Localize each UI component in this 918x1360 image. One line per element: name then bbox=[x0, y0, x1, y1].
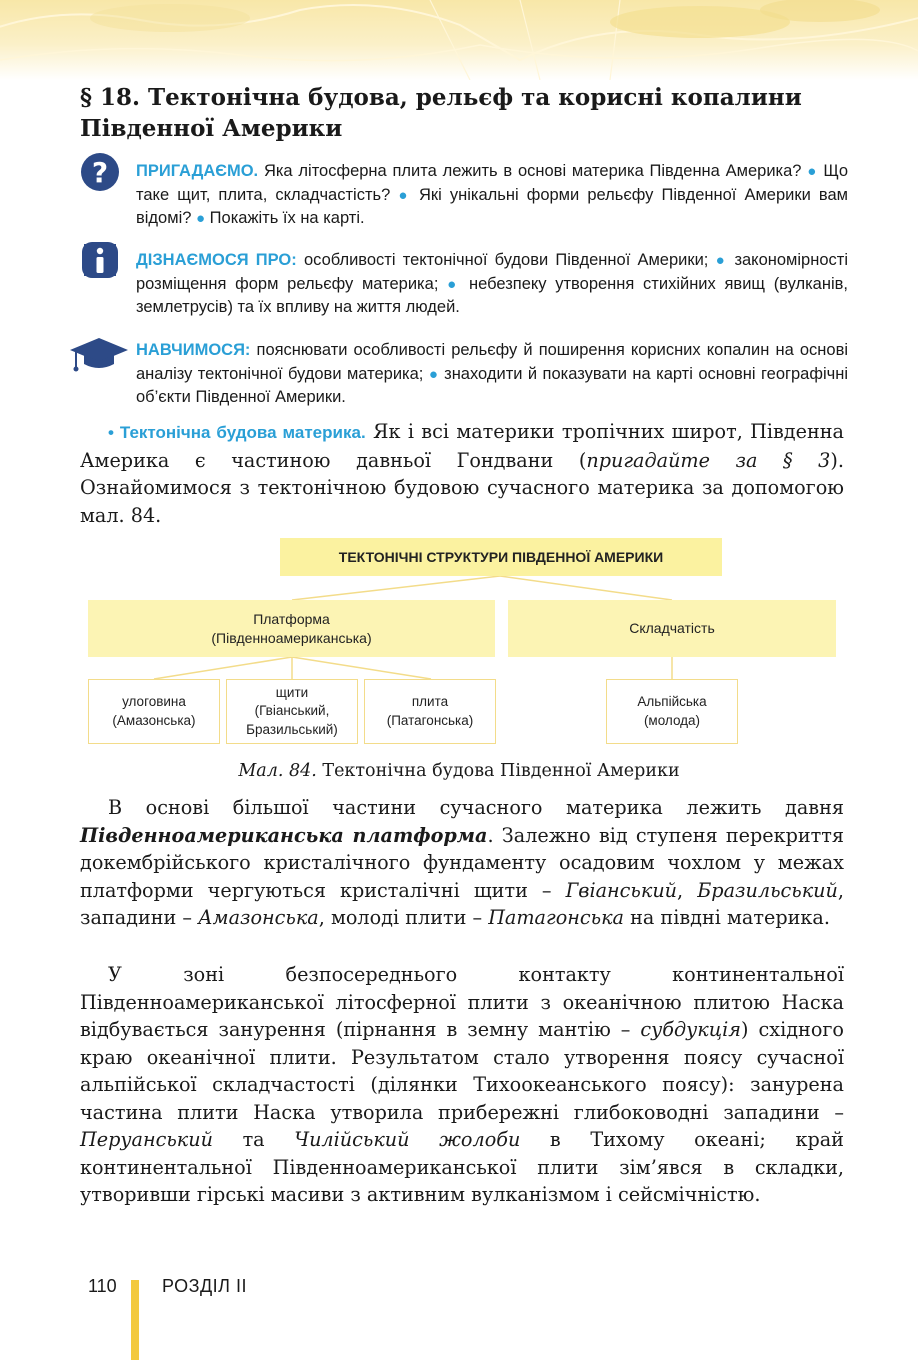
recall-block bbox=[136, 160, 848, 231]
p1-comma: , bbox=[677, 878, 684, 902]
figure-caption-text: Тектонічна будова Південної Америки bbox=[322, 761, 680, 781]
will-learn-item-1: пояснювати особливості рельєфу й поширення корисних копалин на основі аналізу тектонічної будови материка; bbox=[136, 341, 848, 383]
p1-term-platform: Південноамериканська платформа bbox=[80, 823, 488, 847]
alpine-label: Альпійська bbox=[637, 694, 707, 709]
intro-heading: • Тектонічна будова материка. bbox=[108, 423, 366, 442]
plate-sublabel: (Патагонська) bbox=[386, 712, 474, 728]
p2-term-peruvian: Перуанський bbox=[80, 1128, 213, 1151]
decorative-map-banner bbox=[0, 0, 918, 80]
platform-box bbox=[88, 600, 495, 657]
p2-term-subduction: субдукція bbox=[640, 1018, 741, 1041]
platform-sublabel: (Південноамериканська) bbox=[211, 629, 372, 646]
body-paragraph-2 bbox=[80, 961, 844, 1209]
p2-text-a: У зоні безпосереднього контакту континентальної Південноамериканської літосферної плити з океанічною плитою Наска відбувається занурення (пірнання в земну мантію – bbox=[80, 963, 844, 1041]
basin-sublabel: (Амазонська) bbox=[112, 712, 196, 728]
basin-label: улоговина bbox=[122, 694, 186, 709]
p1-text-k: на півдні материка. bbox=[630, 906, 830, 929]
platform-label: Платформа bbox=[253, 610, 330, 627]
learn-about-item-1: особливості тектонічної будови Південної Америки; bbox=[303, 251, 709, 269]
alpine-box bbox=[606, 679, 738, 744]
intro-text-italic: пригадайте за § 3 bbox=[586, 448, 831, 472]
learn-about-label: ДІЗНАЄМОСЯ ПРО: bbox=[136, 251, 297, 269]
shields-box bbox=[226, 679, 358, 744]
bullet-dot: ● bbox=[428, 365, 439, 383]
bullet-dot: ● bbox=[196, 210, 206, 227]
page-number: 110 bbox=[88, 1276, 117, 1296]
p1-text-g: , западини – bbox=[80, 878, 844, 929]
info-icon bbox=[80, 240, 120, 280]
shields-sublabel-2: Бразильський) bbox=[246, 721, 338, 737]
bullet-dot: ● bbox=[398, 186, 411, 204]
intro-text-2: ). Ознайомимося з тектонічною будовою сучасного материка за допомогою мал. 84. bbox=[80, 448, 844, 527]
footer-divider bbox=[131, 1280, 139, 1360]
bullet-dot: ● bbox=[715, 252, 728, 269]
bullet-dot: ● bbox=[447, 275, 461, 293]
title-line-2: Південної Америки bbox=[80, 115, 343, 142]
body-paragraph-1 bbox=[80, 794, 844, 932]
fold-belt-label: Складчатість bbox=[629, 620, 715, 636]
plate-box bbox=[364, 679, 496, 744]
figure-number: Мал. 84. bbox=[238, 761, 317, 781]
figure-caption bbox=[0, 761, 918, 781]
recall-question-2: Що таке щит, плита, складчастість? bbox=[136, 162, 849, 204]
p2-text-e: та bbox=[242, 1128, 265, 1151]
fold-belt-box bbox=[508, 600, 836, 657]
p1-term-patagonian: Патагонська bbox=[488, 906, 624, 929]
basin-box bbox=[88, 679, 220, 744]
tectonic-structures-diagram bbox=[0, 530, 918, 760]
intro-text-1: Як і всі материки тропічних широт, Південна Америка є частиною давньої Гондвани ( bbox=[80, 420, 844, 472]
learn-about-block bbox=[136, 249, 848, 320]
p1-term-guiana: Гвіанський bbox=[565, 878, 678, 902]
will-learn-block bbox=[136, 339, 848, 410]
p2-text-c: ) східного краю океанічної плити. Результатом стало утворення поясу сучасної альпійської складчастості (ділянки Тихоокеанського поясу): занурена частина плити Наска утворила прибережні глибоководні западини – bbox=[80, 1018, 844, 1124]
p1-text-i: , молоді плити – bbox=[318, 906, 483, 929]
title-line-1: § 18. Тектонічна будова, рельєф та корисні копалини bbox=[80, 84, 802, 111]
question-icon bbox=[80, 152, 120, 192]
plate-label: плита bbox=[411, 694, 449, 709]
recall-question-4: Покажіть їх на карті. bbox=[209, 209, 365, 227]
recall-question-3: Які унікальні форми рельєфу Південної Америки вам відомі? bbox=[136, 185, 848, 227]
will-learn-item-2: знаходити й показувати на карті основні географічні об’єкти Південної Америки. bbox=[136, 364, 848, 406]
learn-about-item-3: небезпеку утворення стихійних явищ (вулканів, землетрусів) та їх впливу на життя людей. bbox=[136, 274, 848, 316]
recall-question-1: Яка літосферна плита лежить в основі материка Південна Америка? bbox=[263, 162, 802, 180]
svg-text:?: ? bbox=[91, 156, 109, 189]
world-map-decoration bbox=[0, 0, 918, 80]
p1-text-c: . Залежно від ступеня перекриття докембрійського кристалічного фундаменту осадовим чохлом у межах платформи чергуються кристалічні щити – bbox=[80, 823, 845, 902]
shields-label: щити bbox=[275, 684, 309, 700]
p2-text-g: в Тихому океані; край континентальної Південноамериканської плити зім’явся в складки, утворивши гірські масиви з активним вулканізмом і сейсмічністю. bbox=[80, 1128, 844, 1206]
p1-text-a: В основі більшої частини сучасного материка лежить давня bbox=[108, 796, 844, 819]
will-learn-label: НАВЧИМОСЯ: bbox=[136, 341, 251, 359]
learn-about-item-2: закономірності розміщення форм рельєфу материка; bbox=[136, 251, 848, 293]
diagram-title-box bbox=[280, 538, 722, 576]
diagram-title: ТЕКТОНІЧНІ СТРУКТУРИ ПІВДЕННОЇ АМЕРИКИ bbox=[338, 549, 664, 565]
p1-term-amazon: Амазонська bbox=[198, 906, 319, 929]
p1-term-brazilian: Бразильський bbox=[697, 878, 838, 902]
section-label: РОЗДІЛ ІІ bbox=[162, 1276, 247, 1296]
graduation-cap-icon bbox=[68, 334, 130, 374]
intro-paragraph bbox=[80, 418, 844, 529]
p2-term-chilean: Чилійський жолоби bbox=[294, 1128, 521, 1151]
bullet-dot: ● bbox=[807, 163, 818, 180]
page-title bbox=[80, 82, 860, 144]
alpine-sublabel: (молода) bbox=[643, 712, 701, 728]
recall-label: ПРИГАДАЄМО. bbox=[136, 162, 259, 180]
shields-sublabel-1: (Гвіанський, bbox=[254, 703, 330, 719]
